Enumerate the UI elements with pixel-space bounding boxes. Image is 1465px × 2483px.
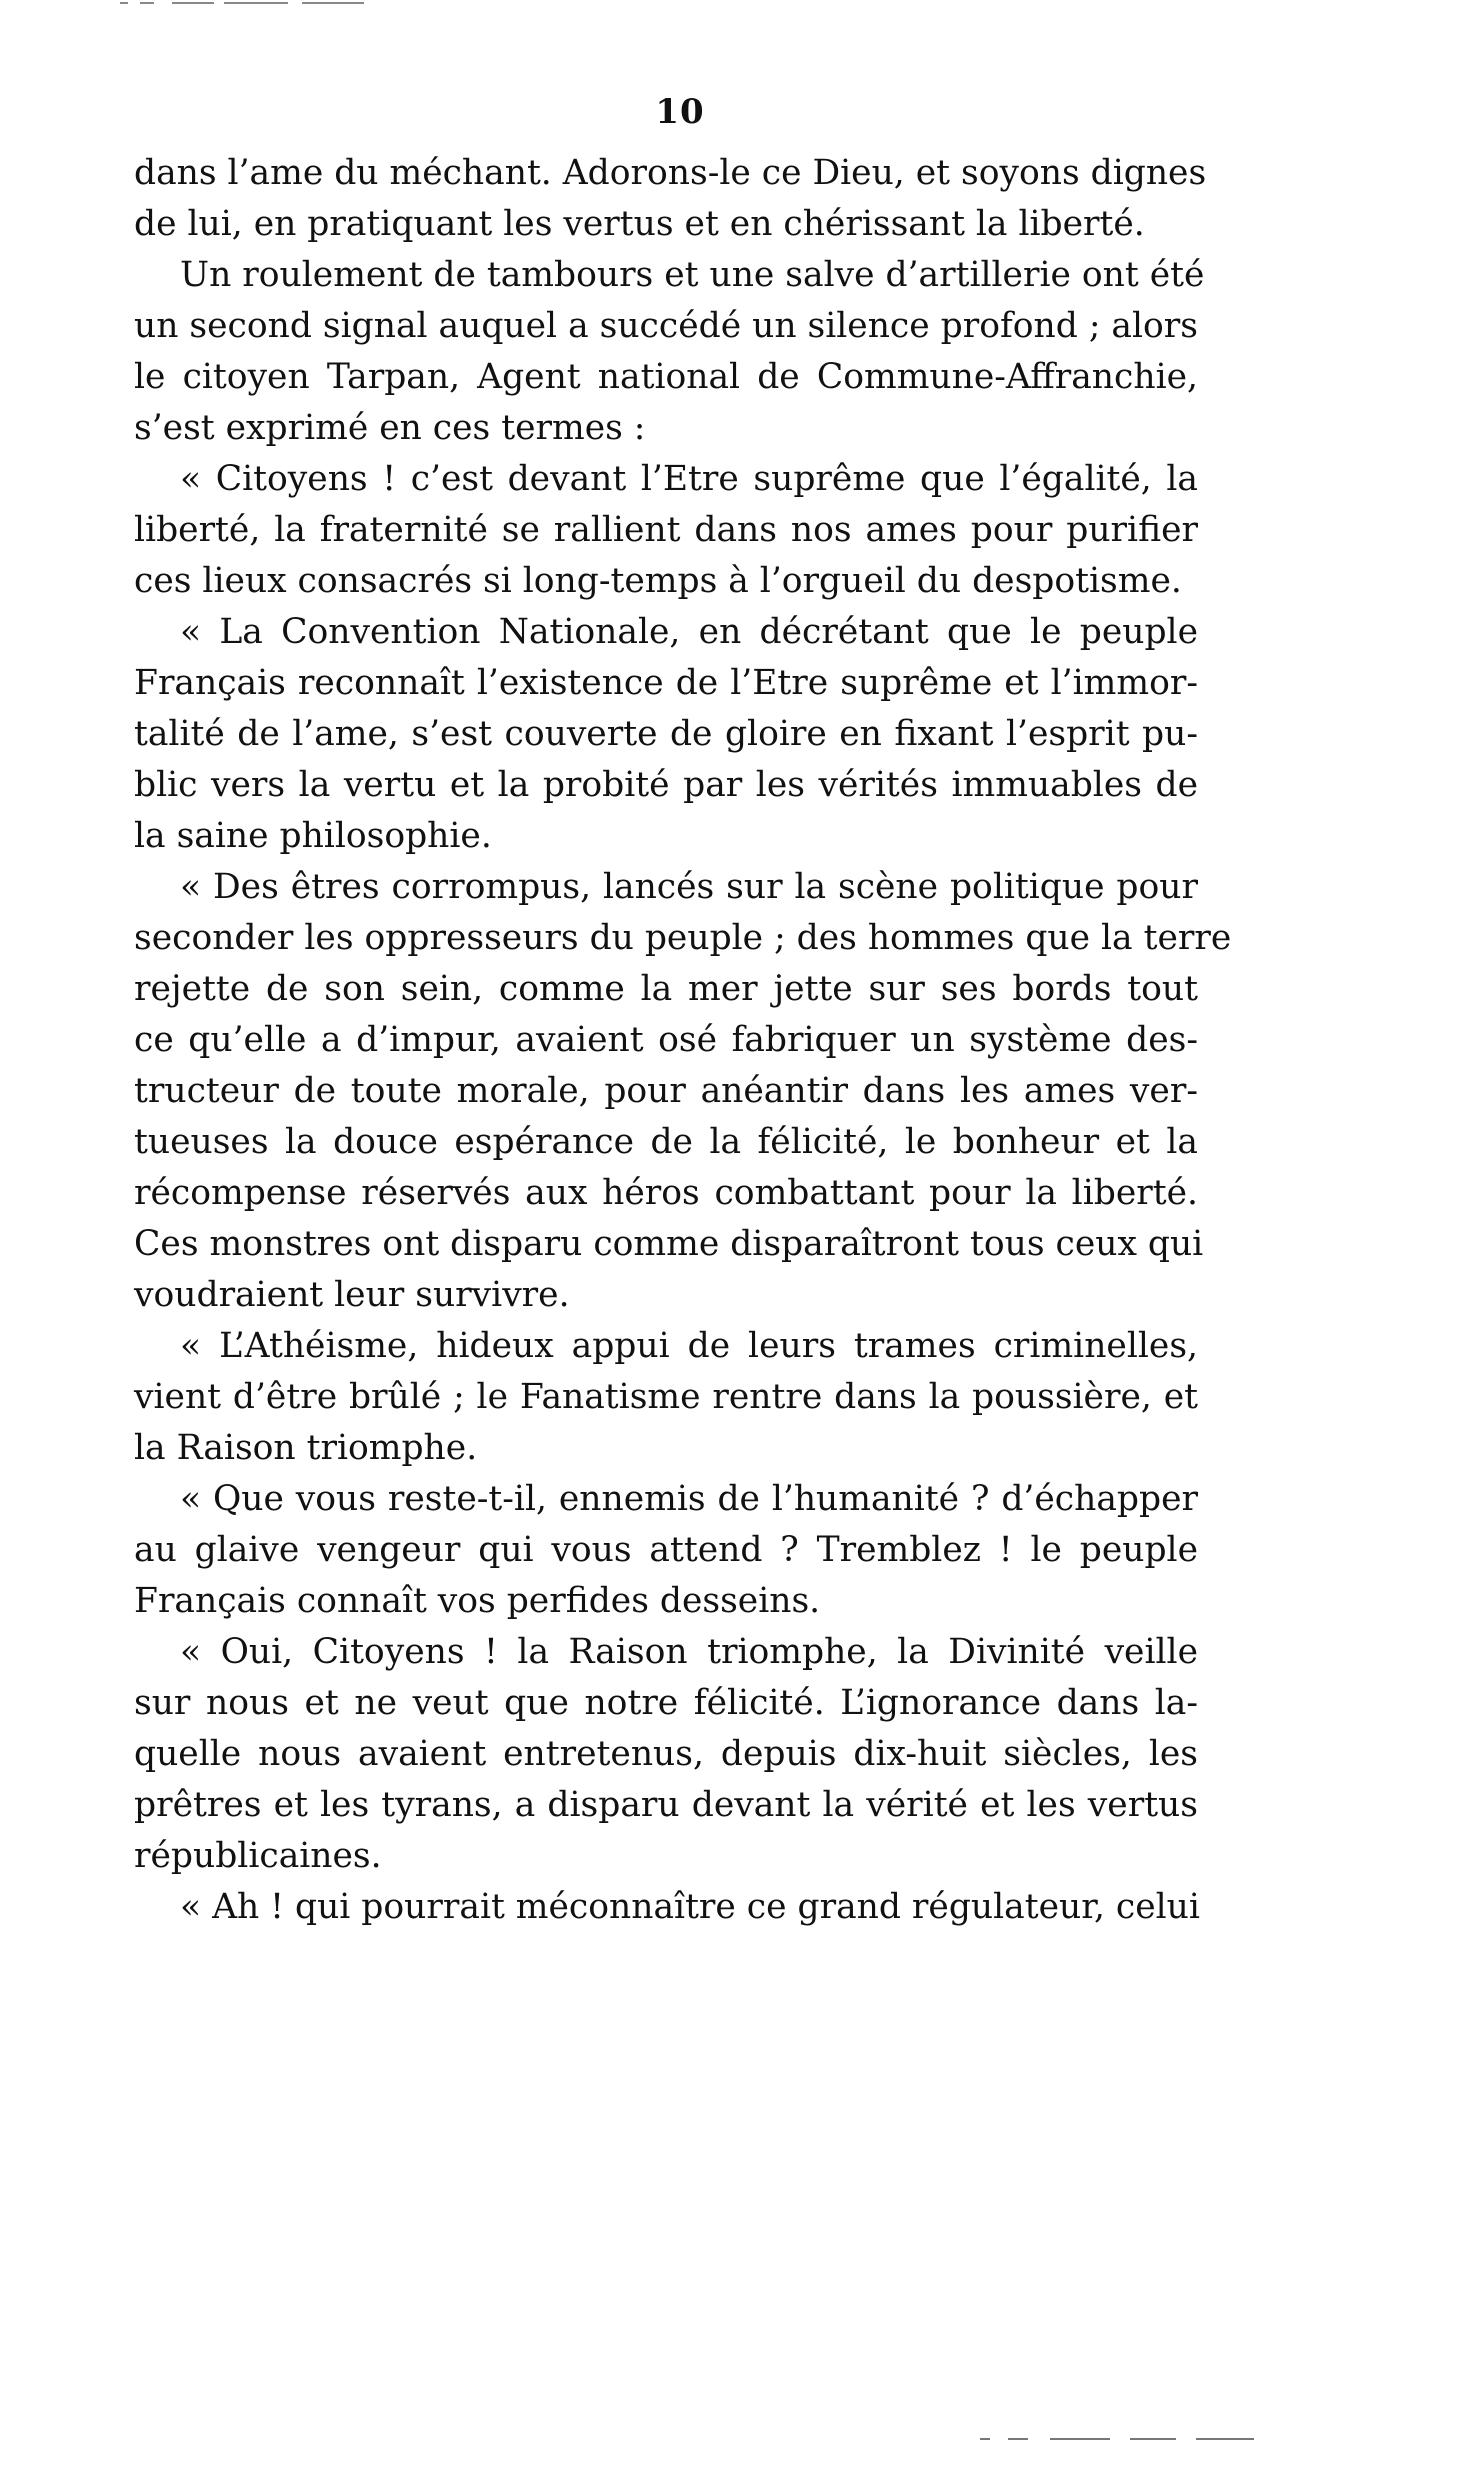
- text-line: « Ah ! qui pourrait méconnaître ce grand régulateur, celui: [180, 1887, 1200, 1927]
- text-line: Ces monstres ont disparu comme disparaîtront tous ceux qui: [134, 1224, 1204, 1264]
- text-line: « L’Athéisme, hideux appui de leurs trames criminelles,: [180, 1326, 1198, 1366]
- text-line: « Citoyens ! c’est devant l’Etre suprême que l’égalité, la: [180, 459, 1198, 499]
- text-line: s’est exprimé en ces termes :: [134, 408, 646, 448]
- text-line: seconder les oppresseurs du peuple ; des hommes que la terre: [134, 918, 1232, 958]
- text-line: « La Convention Nationale, en décrétant que le peuple: [180, 612, 1198, 652]
- page-number: 10: [655, 92, 705, 132]
- text-line: tructeur de toute morale, pour anéantir dans les ames ver-: [134, 1071, 1198, 1111]
- text-line: Français reconnaît l’existence de l’Etre suprême et l’immor-: [134, 663, 1198, 703]
- text-line: récompense réservés aux héros combattant pour la liberté.: [134, 1173, 1198, 1213]
- text-line: la saine philosophie.: [134, 816, 492, 856]
- text-line: voudraient leur survivre.: [134, 1275, 570, 1315]
- text-line: « Des êtres corrompus, lancés sur la scène politique pour: [180, 867, 1198, 907]
- text-line: républicaines.: [134, 1836, 382, 1876]
- text-line: sur nous et ne veut que notre félicité. L’ignorance dans la-: [134, 1683, 1198, 1723]
- text-line: vient d’être brûlé ; le Fanatisme rentre dans la poussière, et: [134, 1377, 1198, 1417]
- text-line: liberté, la fraternité se rallient dans nos ames pour purifier: [134, 510, 1198, 550]
- text-line: « Oui, Citoyens ! la Raison triomphe, la Divinité veille: [180, 1632, 1198, 1672]
- text-line: prêtres et les tyrans, a disparu devant la vérité et les vertus: [134, 1785, 1198, 1825]
- text-line: tueuses la douce espérance de la félicité, le bonheur et la: [134, 1122, 1198, 1162]
- scan-edge-marks-bottom: [980, 2436, 1300, 2442]
- text-line: la Raison triomphe.: [134, 1428, 478, 1468]
- text-line: « Que vous reste-t-il, ennemis de l’humanité ? d’échapper: [180, 1479, 1198, 1519]
- text-line: un second signal auquel a succédé un silence profond ; alors: [134, 306, 1198, 346]
- text-line: quelle nous avaient entretenus, depuis dix-huit siècles, les: [134, 1734, 1198, 1774]
- text-line: Un roulement de tambours et une salve d’artillerie ont été: [180, 255, 1205, 295]
- body-text: [134, 148, 1232, 1933]
- scan-edge-marks-top: [120, 0, 400, 6]
- text-line: au glaive vengeur qui vous attend ? Tremblez ! le peuple: [134, 1530, 1198, 1570]
- text-line: dans l’ame du méchant. Adorons-le ce Dieu, et soyons dignes: [134, 153, 1207, 193]
- text-line: talité de l’ame, s’est couverte de gloire en fixant l’esprit pu-: [134, 714, 1198, 754]
- text-line: ce qu’elle a d’impur, avaient osé fabriquer un système des-: [134, 1020, 1198, 1060]
- text-line: le citoyen Tarpan, Agent national de Commune-Affranchie,: [134, 357, 1198, 397]
- text-line: rejette de son sein, comme la mer jette sur ses bords tout: [134, 969, 1198, 1009]
- text-line: de lui, en pratiquant les vertus et en chérissant la liberté.: [134, 204, 1145, 244]
- text-line: ces lieux consacrés si long-temps à l’orgueil du despotisme.: [134, 561, 1182, 601]
- text-line: blic vers la vertu et la probité par les vérités immuables de: [134, 765, 1198, 805]
- text-line: Français connaît vos perfides desseins.: [134, 1581, 821, 1621]
